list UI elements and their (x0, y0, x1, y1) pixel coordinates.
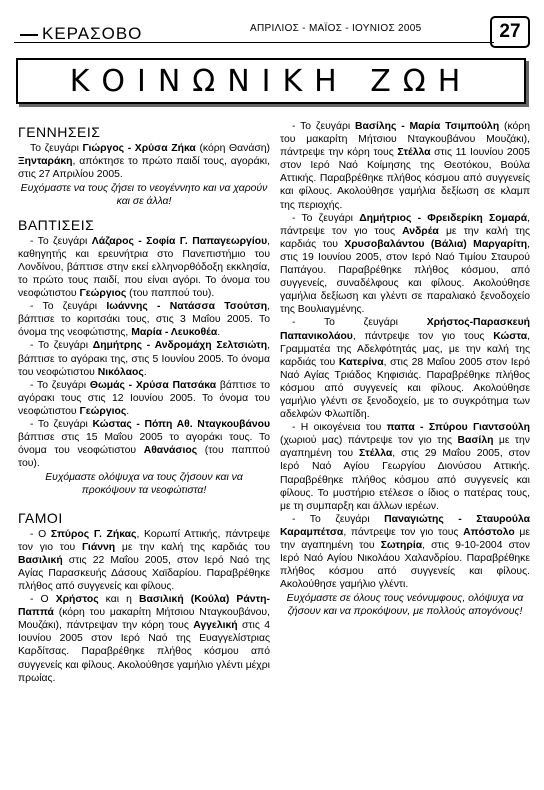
right-column (280, 120, 530, 619)
brand-text: ΚΕΡΑΣΟΒΟ (42, 24, 143, 43)
baptisms-heading: ΒΑΠΤΙΣΕΙΣ (18, 216, 95, 233)
births-wish: Ευχόμαστε να τους ζήσει το νεογέννητο και να χαρούν και σε άλλα! (20, 183, 268, 208)
wedding-item: - Το ζευγάρι Παναγιώτης - Σταυρούλα Καραμπέτσα, πάντρεψε τον γιο τους Απόστολο με την αγαπημένη του Σωτηρία, στις 9-10-2004 στον Ιερό Ναό Αγίου Νικολάου Χαλανδρίου. Παραβρέθηκε πλήθος κόσμου από συγγενείς και φίλους. Ακολούθησε γαμήλιο γλέντι. (280, 513, 530, 591)
section-title: ΚΟΙΝΩΝΙΚΗ ΖΩΗ (69, 63, 473, 99)
left-column (18, 120, 270, 685)
header-rule (14, 42, 494, 43)
weddings-wish: Ευχόμαστε σε όλους τους νεόνυμφους, ολόψυχα να ζήσουν και να προκόψουν, με πολλούς απογόνους! (286, 593, 524, 618)
baptism-item: - Το ζευγάρι Ιωάννης - Νατάσσα Τσούτση, βάπτισε το κοριτσάκι τους, στις 3 Μαΐου 2005. Το όνομα της νεοφώτιστης, Μαρία - Λευκοθέα. (18, 301, 270, 339)
wedding-item: - Η οικογένεια του παπα - Σπύρου Γιαντσούλη (χωριού μας) πάντρεψε τον γιο της Βασίλη με την αγαπημένη του Στέλλα, στις 29 Μαΐου 2005, στον Ιερό Ναό Αγίου Γεωργίου Διονύσου Αττικής. Παραβρέθηκε πλήθος κόσμου από συγγενείς και φίλους. Το μυστήριο ετέλεσε ο ίδιος ο πατέρας τους, με τη συμπαρξη και άλλων ιερέων. (280, 422, 530, 512)
section-banner (16, 58, 526, 104)
brand-dash (20, 34, 38, 36)
wedding-item: - Το ζευγάρι Χρήστος-Παρασκευή Παπανικολάου, πάντρεψε τον γιο τους Κώστα, Γραμματέα της Αδελφότητάς μας, με την καλή της καρδιάς του Κατερίνα, στις 28 Μαΐου 2005 στον Ιερό Ναό Αγίας Τριάδος Κηφισιάς. Παραβρέθηκε πλήθος κόσμου από συγγενείς και φίλους. Ακολούθησε γαμήλιο γλέντι σε ξενοδοχείο, με το συγκρότημα των αδελφών Φλωπίδη. (280, 317, 530, 421)
baptism-item: - Το ζευγάρι Κώστας - Πόπη Αθ. Νταγκουβάνου βάπτισε στις 15 Μαΐου 2005 το αγοράκι τους. Το όνομα του νεοφώτιστου Αθανάσιος (του παππού του). (18, 418, 271, 470)
wedding-item: - Το ζευγάρι Βασίλης - Μαρία Τσιμπούλη (κόρη του μακαρίτη Μήτσιου Νταγκουβάνου Μουζάκι), πάντρεψε την κόρη τους Στέλλα στις 11 Ιουνίου 2005 στον Ιερό Ναό Κοίμησης της Θεοτόκου, Βούλα Αττικής. Παραβρέθηκε πλήθος κόσμου από συγγενείς και φίλους. Ακολούθησε γαμήλια δεξίωση σε κλαμπ της περιοχής. (280, 121, 530, 211)
issue-date: ΑΠΡΙΛΙΟΣ - ΜΑΪΟΣ - ΙΟΥΝΙΟΣ 2005 (250, 23, 422, 34)
wedding-item: - Ο Σπύρος Γ. Ζήκας, Κορωπί Αττικής, πάντρεψε τον γιο του Γιάννη με την καλή της καρδιάς του Βασιλική στις 22 Μαΐου 2005, στον Ιερό Ναό της Αγίας Παρασκευής Δάσους Χαϊδαρίου. Παραβρέθηκε πλήθος από συγγενείς και φίλους. (18, 528, 271, 592)
baptism-item: - Το ζευγάρι Λάζαρος - Σοφία Γ. Παπαγεωργίου, καθηγητής και ερευνήτρια στο Πανεπιστήμιο του Λονδίνου, βάπτισε στην εκεί ελληνορθόδοξη εκκλησία, το πρώτο τους παιδί, που είναι αγόρι. Το όνομα του νεοφώτιστου Γεώργιος (του παππού του). (18, 235, 271, 300)
baptisms-wish: Ευχόμαστε ολόψυχα να τους ζήσουν και να προκόψουν τα νεοφώτιστα! (45, 472, 243, 497)
birth-item: Το ζευγάρι Γιώργος - Χρύσα Ζήκα (κόρη Θανάση) Ξηνταράκη, απόκτησε το πρώτο παιδί τους, αγοράκι, στις 27 Απριλίου 2005. (18, 143, 271, 181)
baptism-item: - Το ζευγάρι Δημήτρης - Ανδρομάχη Σελτσιώτη, βάπτισε το αγόρακι της, στις 5 Ιουνίου 2005. Το όνομα του νεοφώτιστου Νικόλαος. (18, 340, 270, 378)
page-number: 27 (490, 16, 530, 48)
births-heading: ΓΕΝΝΗΣΕΙΣ (18, 124, 101, 140)
magazine-brand (20, 24, 142, 44)
wedding-item: - Το ζευγάρι Δημήτριος - Φρειδερίκη Σομαρά, πάντρεψε τον γιο τους Ανδρέα με την καλή της καρδιάς του Χρυσοβαλάντου (Βάλια) Μαργαρίτη, στις 19 Ιουνίου 2005, στον Ιερό Ναό Τιμίου Σταυρού Παπάγου. Παραβρέθηκε πλήθος κόσμου, από συγγενείς, συναδέλφους και φίλους. Ακολούθησε γαμήλια δεξίωση και γλέντι σε παραλιακό ξενοδοχείο της Βουλιαγμένης. (280, 212, 531, 316)
baptism-item: - Το ζευγάρι Θωμάς - Χρύσα Πατσάκα βάπτισε το αγόρακι τους στις 12 Ιουνίου 2005. Το όνομα του νεοφώτιστου Γεώργιος. (18, 379, 271, 417)
weddings-heading: ΓΑΜΟΙ (18, 509, 63, 526)
page-header (0, 0, 544, 48)
wedding-item: - Ο Χρήστος και η Βασιλική (Κούλα) Ράντη-Παππά (κόρη του μακαρίτη Μήτσιου Νταγκουβάνου, Μουζάκι), πάντρεψαν την κόρη τους Αγγελική στις 4 Ιουνίου 2005 στον Ιερό Ναό της Ευαγγελίστριας Καρδίτσας. Παραβρέθηκε πλήθος κόσμου από συγγενείς και φίλους. Ακολούθησε γαμήλιο γλέντι μέχρι πρωίας. (18, 594, 270, 684)
